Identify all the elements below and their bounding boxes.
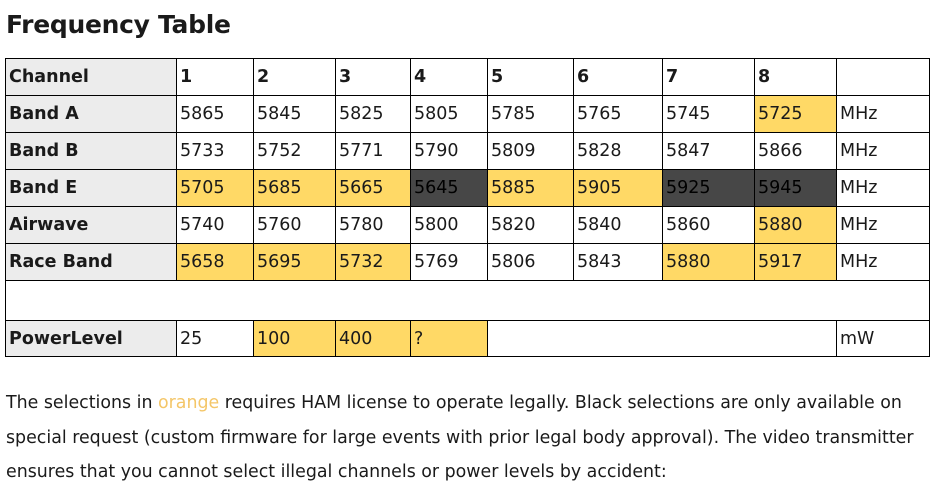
frequency-cell: 5805 [411,96,488,133]
frequency-cell: 5806 [488,244,574,281]
note-text-before: The selections in [6,393,159,413]
unit-cell: MHz [837,133,930,170]
frequency-cell: 5760 [254,207,336,244]
frequency-cell: 5885 [488,170,574,207]
channel-number: 6 [574,59,663,96]
frequency-cell: 5800 [411,207,488,244]
frequency-cell: 5765 [574,96,663,133]
power-empty-cell [488,321,837,357]
frequency-cell: 5725 [755,96,837,133]
channel-number: 7 [663,59,755,96]
frequency-cell: 5658 [177,244,254,281]
page-title: Frequency Table [6,10,231,39]
frequency-cell: 5847 [663,133,755,170]
frequency-cell: 5825 [336,96,411,133]
channel-number: 4 [411,59,488,96]
channel-number: 8 [755,59,837,96]
frequency-cell: 5917 [755,244,837,281]
frequency-cell: 5828 [574,133,663,170]
note-text-after: requires HAM license to operate legally. Black selections are only available on special request (custom firmware for large events with prior legal body approval). The video transmitter ensures that you cannot select illegal channels or power levels by accident: [6,393,914,482]
band-row [6,207,930,244]
frequency-cell: 5845 [254,96,336,133]
power-value-cell: 400 [336,321,411,357]
channel-number: 5 [488,59,574,96]
channel-number: 1 [177,59,254,96]
unit-cell: MHz [837,170,930,207]
band-name: Band E [6,170,177,207]
table-header-row [6,59,930,96]
power-value-cell: ? [411,321,488,357]
frequency-cell: 5665 [336,170,411,207]
spacer-row [6,281,930,321]
band-name: Airwave [6,207,177,244]
band-name: Band B [6,133,177,170]
frequency-cell: 5769 [411,244,488,281]
license-note [6,386,931,490]
band-row [6,170,930,207]
frequency-cell: 5695 [254,244,336,281]
frequency-cell: 5880 [663,244,755,281]
frequency-cell: 5905 [574,170,663,207]
power-value-cell: 100 [254,321,336,357]
frequency-cell: 5925 [663,170,755,207]
frequency-cell: 5645 [411,170,488,207]
frequency-cell: 5752 [254,133,336,170]
channel-number: 3 [336,59,411,96]
unit-header-cell [837,59,930,96]
power-value-cell: 25 [177,321,254,357]
frequency-cell: 5732 [336,244,411,281]
spacer-cell [6,281,930,321]
power-level-label: PowerLevel [6,321,177,357]
frequency-cell: 5705 [177,170,254,207]
frequency-cell: 5790 [411,133,488,170]
frequency-cell: 5820 [488,207,574,244]
band-name: Race Band [6,244,177,281]
frequency-table [5,58,930,357]
band-name: Band A [6,96,177,133]
power-level-row [6,321,930,357]
frequency-cell: 5740 [177,207,254,244]
frequency-cell: 5945 [755,170,837,207]
frequency-cell: 5733 [177,133,254,170]
frequency-cell: 5880 [755,207,837,244]
band-row [6,244,930,281]
band-row [6,133,930,170]
frequency-cell: 5685 [254,170,336,207]
frequency-cell: 5866 [755,133,837,170]
frequency-cell: 5780 [336,207,411,244]
frequency-cell: 5809 [488,133,574,170]
frequency-cell: 5865 [177,96,254,133]
frequency-cell: 5843 [574,244,663,281]
frequency-cell: 5860 [663,207,755,244]
channel-number: 2 [254,59,336,96]
frequency-cell: 5840 [574,207,663,244]
channel-header-label: Channel [6,59,177,96]
frequency-cell: 5745 [663,96,755,133]
band-row [6,96,930,133]
note-orange-word: orange [158,393,220,413]
unit-cell: MHz [837,96,930,133]
frequency-cell: 5771 [336,133,411,170]
power-unit-cell: mW [837,321,930,357]
unit-cell: MHz [837,244,930,281]
frequency-cell: 5785 [488,96,574,133]
unit-cell: MHz [837,207,930,244]
